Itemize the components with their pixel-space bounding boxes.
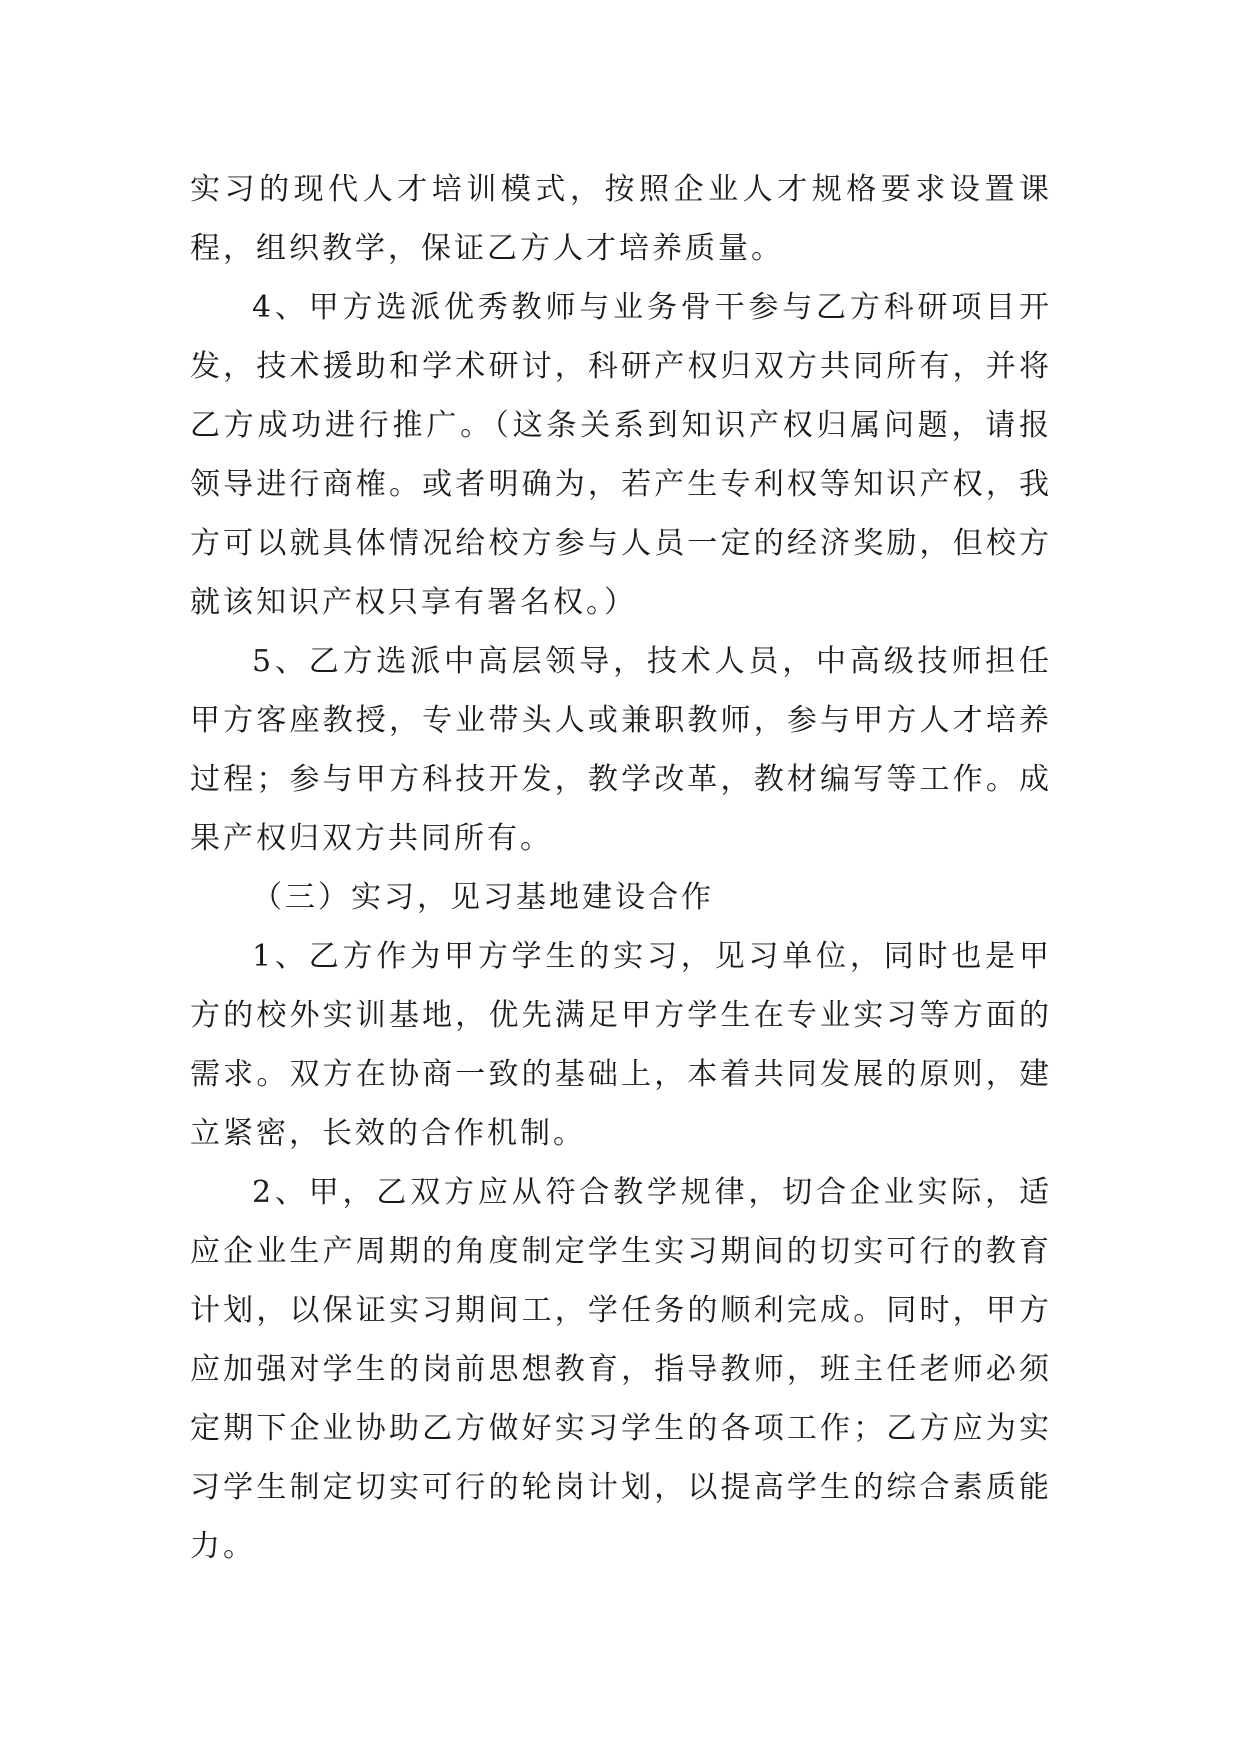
paragraph-item-2: 2、甲，乙双方应从符合教学规律，切合企业实际，适应企业生产周期的角度制定学生实习期间的切实可行的教育计划，以保证实习期间工，学任务的顺利完成。同时，甲方应加强对学生的岗前思想教育，指导教师，班主任老师必须定期下企业协助乙方做好实习学生的各项工作；乙方应为实习学生制定切实可行的轮岗计划，以提高学生的综合素质能力。 — [190, 1175, 1052, 1564]
paragraph-item-4: 4、甲方选派优秀教师与业务骨干参与乙方科研项目开发，技术援助和学术研讨，科研产权归双方共同所有，并将乙方成功进行推广。（这条关系到知识产权归属问题，请报领导进行商榷。或者明确为，若产生专利权等知识产权，我方可以就具体情况给校方参与人员一定的经济奖励，但校方就该知识产权只享有署名权。） — [190, 290, 1052, 620]
paragraph-continuation: 实习的现代人才培训模式，按照企业人才规格要求设置课程，组织教学，保证乙方人才培养质量。 — [190, 172, 1052, 266]
section-heading-internship-base: （三）实习，见习基地建设合作 — [252, 880, 714, 915]
paragraph-item-5: 5、乙方选派中高层领导，技术人员，中高级技师担任甲方客座教授，专业带头人或兼职教师，参与甲方人才培养过程；参与甲方科技开发，教学改革，教材编写等工作。成果产权归双方共同所有。 — [190, 644, 1052, 856]
paragraph-item-1: 1、乙方作为甲方学生的实习，见习单位，同时也是甲方的校外实训基地，优先满足甲方学生在专业实习等方面的需求。双方在协商一致的基础上，本着共同发展的原则，建立紧密，长效的合作机制。 — [190, 939, 1052, 1151]
document-body — [190, 160, 1052, 1576]
